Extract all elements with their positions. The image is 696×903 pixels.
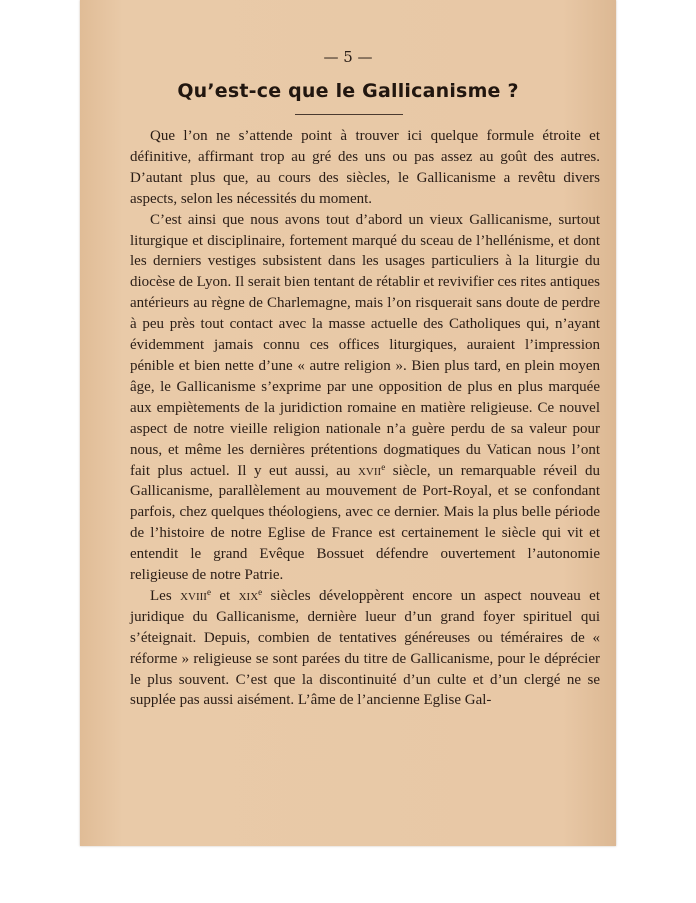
paragraph-3-text-mid: et bbox=[210, 587, 239, 604]
century-numeral: xviii bbox=[180, 587, 207, 604]
title-divider bbox=[295, 114, 403, 115]
century-superscript: e bbox=[381, 461, 386, 472]
paragraph-2-text-before: C’est ainsi que nous avons tout d’abord un vieux Gallicanisme, surtout liturgique et disciplinaire, fortement marqué du sceau de l’hellénisme, et dont les derniers vestiges subsistent dans les usages particuliers à la liturgie du diocèse de Lyon. Il serait bien tentant de rétablir et revivifier ces rites antiques antérieurs au règne de Charlemagne, mais l’on risquerait sans doute de perdre à peu près tout contact avec la masse actuelle des Catholiques qui, n’ayant évidemment jamais connu ces offices liturgiques, auraient l’impression pénible et bien nette d’une « autre religion ». Bien plus tard, en plein moyen âge, le Gallicanisme s’exprime par une opposition de plus en plus marquée aux empiètements de la juridiction romaine en matière religieuse. Ce nouvel aspect de notre vieille religion nationale n’a guère perdu de sa valeur pour nous, et même les dernières prétentions dogmatiques du Vatican nous l’ont fait plus actuel. Il y eut aussi, au bbox=[130, 211, 600, 479]
century-superscript: e bbox=[258, 586, 263, 597]
paragraph-2-text-after: siècle, un remarquable réveil du Gallicanisme, parallèlement au mouvement de Port-Royal, et se confondant parfois, chez quelques théologiens, avec ce dernier. Mais la plus belle période de l’histoire de notre Eglise de France est certainement le siècle qui vit et entendit le grand Evêque Bossuet défendre ouvertement l’autonomie religieuse de notre Patrie. bbox=[130, 462, 601, 584]
century-numeral: xvii bbox=[357, 462, 382, 479]
page-number: — 5 — bbox=[323, 48, 373, 66]
document-page bbox=[80, 0, 616, 846]
paragraph-1 bbox=[130, 126, 600, 210]
paragraph-1-text: Que l’on ne s’attende point à trouver ici quelque formule étroite et définitive, affirmant trop au gré des uns ou pas assez au goût des autres. D’autant plus que, au cours des siècles, le Gallicanisme a revêtu divers aspects, selon les nécessités du moment. bbox=[130, 128, 600, 207]
body-text bbox=[130, 126, 600, 711]
paragraph-3-text-before: Les bbox=[150, 587, 181, 604]
century-superscript: e bbox=[206, 586, 211, 597]
paragraph-3 bbox=[130, 586, 600, 711]
paragraph-2 bbox=[130, 210, 600, 586]
paragraph-3-text-after: siècles développèrent encore un aspect nouveau et juridique du Gallicanisme, dernière lueur d’un grand foyer spirituel qui s’éteignait. Depuis, combien de tentatives généreuses ou téméraires de « réforme » religieuse se sont parées du titre de Gallicanisme, pour le déprécier le plus souvent. C’est que la discontinuité d’un culte et d’un clergé ne se supplée pas aussi aisément. L’âme de l’ancienne Eglise Gal- bbox=[130, 587, 600, 709]
century-numeral: xix bbox=[238, 587, 259, 604]
page-title: Qu’est-ce que le Gallicanisme ? bbox=[177, 80, 519, 102]
